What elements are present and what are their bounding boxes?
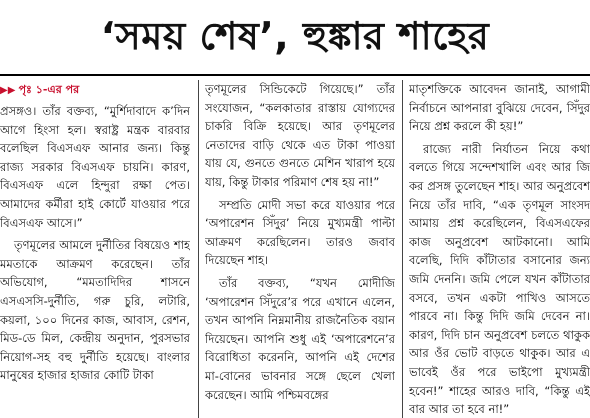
column-3 <box>409 80 590 418</box>
article-paragraph: সম্প্রতি মোদী সভা করে যাওয়ার পরে ‘অপারেশন সিঁদুর’ নিয়ে মুখ্যমন্ত্রী পাল্টা আক্রমণ করেছিলেন। তারও জবাব দিয়েছেন শাহ। <box>205 197 395 268</box>
article-paragraph: মাতৃশক্তিকে আবেদন জানাই, আগামী নির্বাচনে আপনারা বুঝিয়ে দেবেন, সিঁদুর নিয়ে প্রশ্ন করলে কী হয়!” <box>409 82 590 134</box>
continuation-label: ▶▶ পৃঃ ১-এর পর <box>0 83 80 96</box>
article-paragraph: রাজ্যে নারী নির্যাতন নিয়ে কথা বলতে গিয়ে সন্দেশখালি এবং আর জি কর প্রসঙ্গ তুলেছেন শাহ। আর অনুপ্রবেশ নিয়ে তাঁর দাবি, “এক তৃণমূল সাংসদ আমায় প্রশ্ন করেছিলেন, বিএসএফের কাজ অনুপ্রবেশ আটকানো। আমি বলেছি, দিদি কাঁটাতার বসানোর জন্য জমি দেননি। জমি পেলে যখন কাঁটাতার বসবে, তখন একটা পাখিও আসতে পারবে না। কিন্তু দিদি জমি দেবেন না। কারণ, দিদি চান অনুপ্রবেশ চলতে থাকুক আর ওঁর ভোট বাড়তে থাকুক। আর এ ভাবেই ওঁর পরে ভাইপো মুখ্যমন্ত্রী হবেন!” শাহের আরও দাবি, “কিন্তু এই বার আর তা হবে না!” <box>409 141 590 417</box>
column-2 <box>205 80 395 418</box>
headline: ‘সময় শেষ’, হুঙ্কার শাহের <box>100 14 490 58</box>
article-paragraph: তৃণমূলের সিন্ডিকেটে গিয়েছে।” তাঁর সংযোজন, “কলকাতার রাস্তায় যোগ্যদের চাকরি বিক্রি হয়েছে। আর তৃণমূলের নেতাদের বাড়ি থেকে এত টাকা পাওয়া যায় যে, গুনতে গুনতে মেশিন খারাপ হয়ে যায়, কিন্তু টাকার পরিমাণ শেষ হয় না!” <box>205 82 395 189</box>
column-divider <box>198 80 199 418</box>
column-1 <box>0 80 190 418</box>
article-paragraph: প্রসঙ্গও। তাঁর বক্তব্য, “মুর্শিদাবাদে ক’দিন আগে হিংসা হল। স্বরাষ্ট্র মন্ত্রক বারবার বলেছিল বিএসএফ আনার জন্য। কিন্তু রাজ্য সরকার বিএসএফ চায়নি। কারণ, বিএসএফ এলে হিন্দুরা রক্ষা পেত। আমাদের কর্মীরা হাই কোর্টে যাওয়ার পরে বিএসএফ আসে।” <box>0 104 190 230</box>
column-divider <box>402 80 403 418</box>
article-paragraph: তৃণমূলের আমলে দুর্নীতির বিষয়েও শাহ মমতাকে আক্রমণ করেছেন। তাঁর অভিযোগ, “মমতাদিদির শাসনে এসএসসি-দুর্নীতি, গরু চুরি, লটারি, কয়লা, ১০০ দিনের কাজ, আবাস, রেশন, মিড-ডে মিল, কেন্দ্রীয় অনুদান, পুরসভার নিয়োগ-সহ বহু দুর্নীতি হয়েছে। বাংলার মানুষের হাজার হাজার কোটি টাকা <box>0 238 190 383</box>
triangle-pointer-icon: ▶▶ <box>0 85 19 96</box>
article-paragraph: তাঁর বক্তব্য, “যখন মোদীজি ‘অপারেশন সিঁদুরে’র পরে এখানে এলেন, তখন আপনি নিম্নমানীয় রাজনৈতিক বয়ান দিয়েছেন। আপনি শুধু এই ‘অপারেশনে’র বিরোধিতা করেননি, আপনি এই দেশের মা-বোনের ভাবনার সঙ্গে ছেলে খেলা করেছেন। আমি পশ্চিমবঙ্গের <box>205 275 395 402</box>
headline-rule <box>0 74 590 76</box>
